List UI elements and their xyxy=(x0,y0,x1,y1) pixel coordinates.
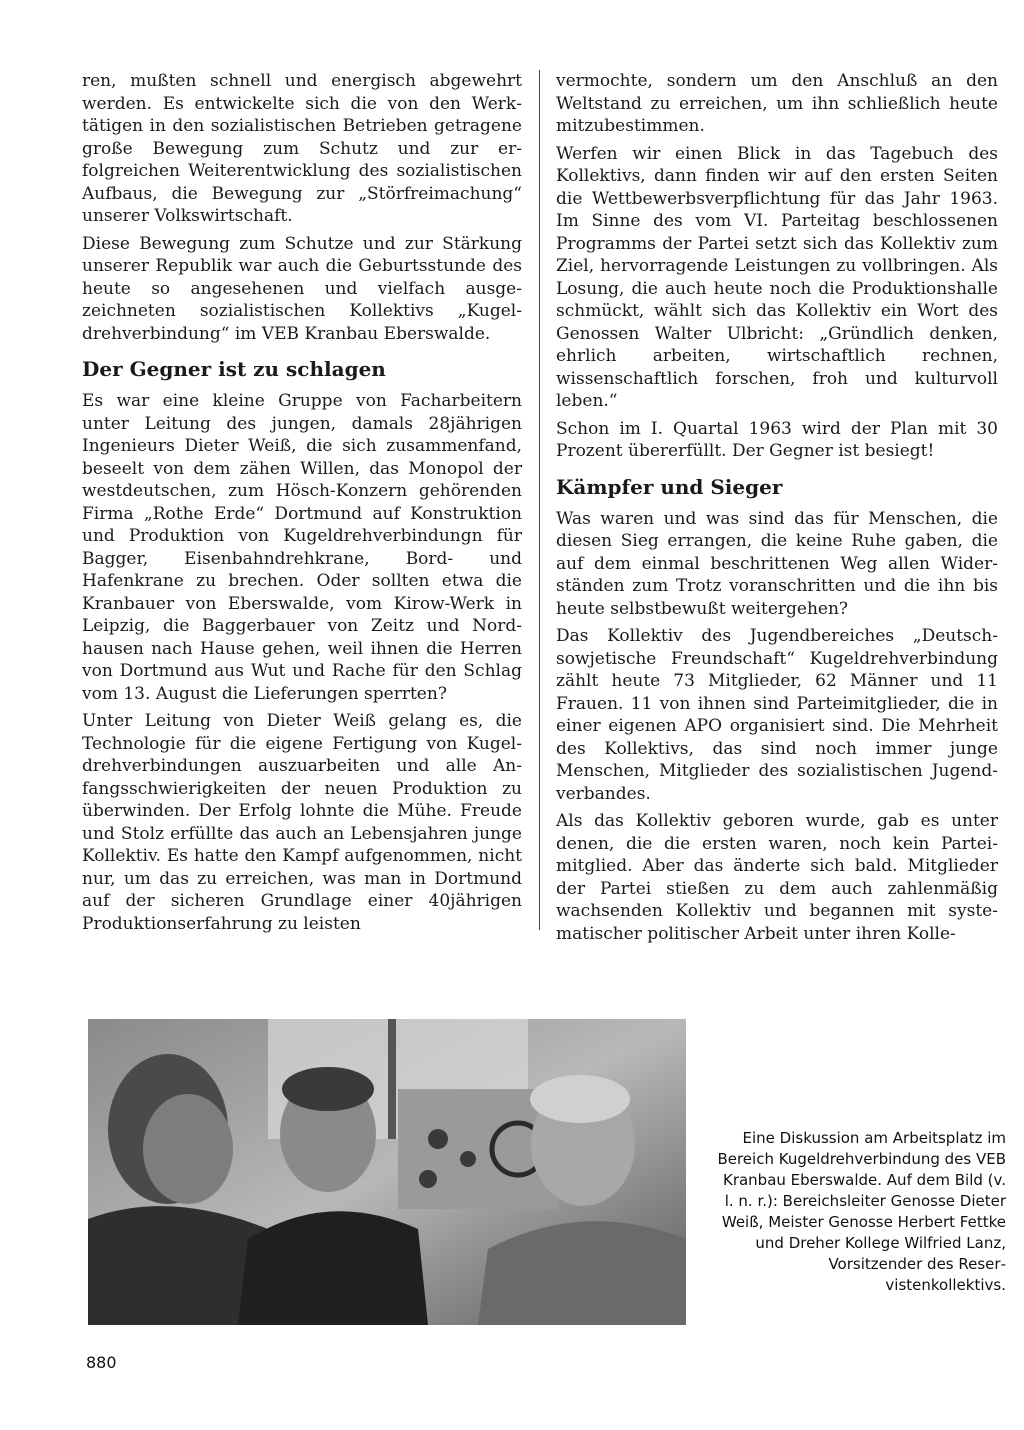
paragraph: Unter Leitung von Dieter Weiß gelang es, die Technologie für die eigene Fertigung von Kugeldrehverbindungen auszuarbeiten und alle Anfangsschwierigkeiten der neuen Produktion zu überwinden. Der Erfolg lohnte die Mühe. Freude und Stolz erfüllte das auch an Lebensjahren junge Kollektiv. Es hatte den Kampf aufgenommen, nicht nur, um das zu erreichen, was man in Dortmund auf der sicheren Grundlage einer 40jährigen Produktionserfahrung zu leisten xyxy=(82,711,522,934)
right-column xyxy=(556,70,998,950)
page-number: 880 xyxy=(86,1353,117,1372)
paragraph: Werfen wir einen Blick in das Tagebuch des Kollektivs, dann finden wir auf den ersten Seiten die Wettbewerbsverpflichtung für das Jahr 1963. Im Sinne des vom VI. Parteitag beschlossenen Programms der Partei setzt sich das Kollektiv zum Ziel, hervorragende Leistungen zu vollbringen. Als Losung, die auch heute noch die Produktionshalle schmückt, wählt sich das Kollektiv ein Wort des Genossen Walter Ulbricht: „Gründlich denken, ehrlich arbeiten, wirtschaftlich rechnen, wissenschaftlich forschen, froh und kulturvoll leben.“ xyxy=(556,143,998,411)
paragraph: Es war eine kleine Gruppe von Facharbeitern unter Leitung des jungen, damals 28jährigen Ingenieurs Dieter Weiß, die sich zusammenfand, beseelt von dem zähen Willen, das Monopol der westdeutschen, zum Hösch-Konzern gehörenden Firma „Rothe Erde“ Dortmund auf Konstruktion und Produktion von Kugeldrehverbindungn für Bagger, Eisenbahndrehkrane, Bord- und Hafenkrane zu brechen. Oder sollten etwa die Kranbauer von Eberswalde, vom Kirow-Werk in Leipzig, die Baggerbauer von Zeitz und Nordhausen nach Hause gehen, weil ihnen die Herren von Dortmund aus Wut und Rache für den Schlag vom 13. August die Lieferungen sperrten? xyxy=(82,391,522,704)
paragraph: Das Kollektiv des Jugendbereiches „Deutschsowjetische Freundschaft“ Kugeldrehverbindung zählt heute 73 Mitglieder, 62 Männer und 11 Frauen. 11 von ihnen sind Parteimitglieder, die in einer eigenen APO organisiert sind. Die Mehrheit des Kollektivs, das sind noch immer junge Menschen, Mitglieder des sozialistischen Jugendverbandes. xyxy=(556,626,998,804)
column-divider xyxy=(539,70,540,930)
paragraph: Was waren und was sind das für Menschen, die diesen Sieg errangen, die keine Ruhe gaben, die auf dem einmal beschrittenen Weg allen Widerständen zum Trotz voranschritten und die ihn bis heute selbstbewußt weitergehen? xyxy=(556,508,998,619)
paragraph: Als das Kollektiv geboren wurde, gab es unter denen, die die ersten waren, noch kein Parteimitglied. Aber das änderte sich bald. Mitglieder der Partei stießen zu dem auch zahlenmäßig wachsenden Kollektiv und begannen mit systematischer politischer Arbeit unter ihren Kolle- xyxy=(556,811,998,944)
paragraph: vermochte, sondern um den Anschluß an den Weltstand zu erreichen, um ihn schließlich heute mitzubestimmen. xyxy=(556,71,998,136)
paragraph: Diese Bewegung zum Schutze und zur Stärkung unserer Republik war auch die Geburtsstunde des heute so angesehenen und vielfach ausgezeichneten sozialistischen Kollektivs „Kugeldrehverbindung“ im VEB Kranbau Eberswalde. xyxy=(82,233,522,344)
left-column xyxy=(82,70,522,940)
paragraph: ren, mußten schnell und energisch abgewehrt werden. Es entwickelte sich die von den Werktätigen in den sozialistischen Betrieben getragene große Bewegung zum Schutz und zur erfolgreichen Weiterentwicklung des sozialistischen Aufbaus, die Bewegung zur „Störfreimachung“ unserer Volkswirtschaft. xyxy=(82,71,522,226)
photo-illustration xyxy=(88,1019,686,1325)
paragraph: Schon im I. Quartal 1963 wird der Plan mit 30 Prozent übererfüllt. Der Gegner ist besiegt! xyxy=(556,418,998,461)
section-heading: Der Gegner ist zu schlagen xyxy=(82,357,386,381)
photo-workplace-discussion xyxy=(88,1019,686,1325)
photo-caption: Eine Diskussion am Arbeitsplatz im Bereich Kugeldrehverbindung des VEB Kranbau Eberswalde. Auf dem Bild (v. l. n. r.): Bereichsleiter Genosse Dieter Weiß, Meister Genosse Herbert Fettke und Dreher Kollege Wilfried Lanz, Vorsitzender des Reservistenkollektivs. xyxy=(717,1129,1006,1294)
section-heading: Kämpfer und Sieger xyxy=(556,474,783,499)
